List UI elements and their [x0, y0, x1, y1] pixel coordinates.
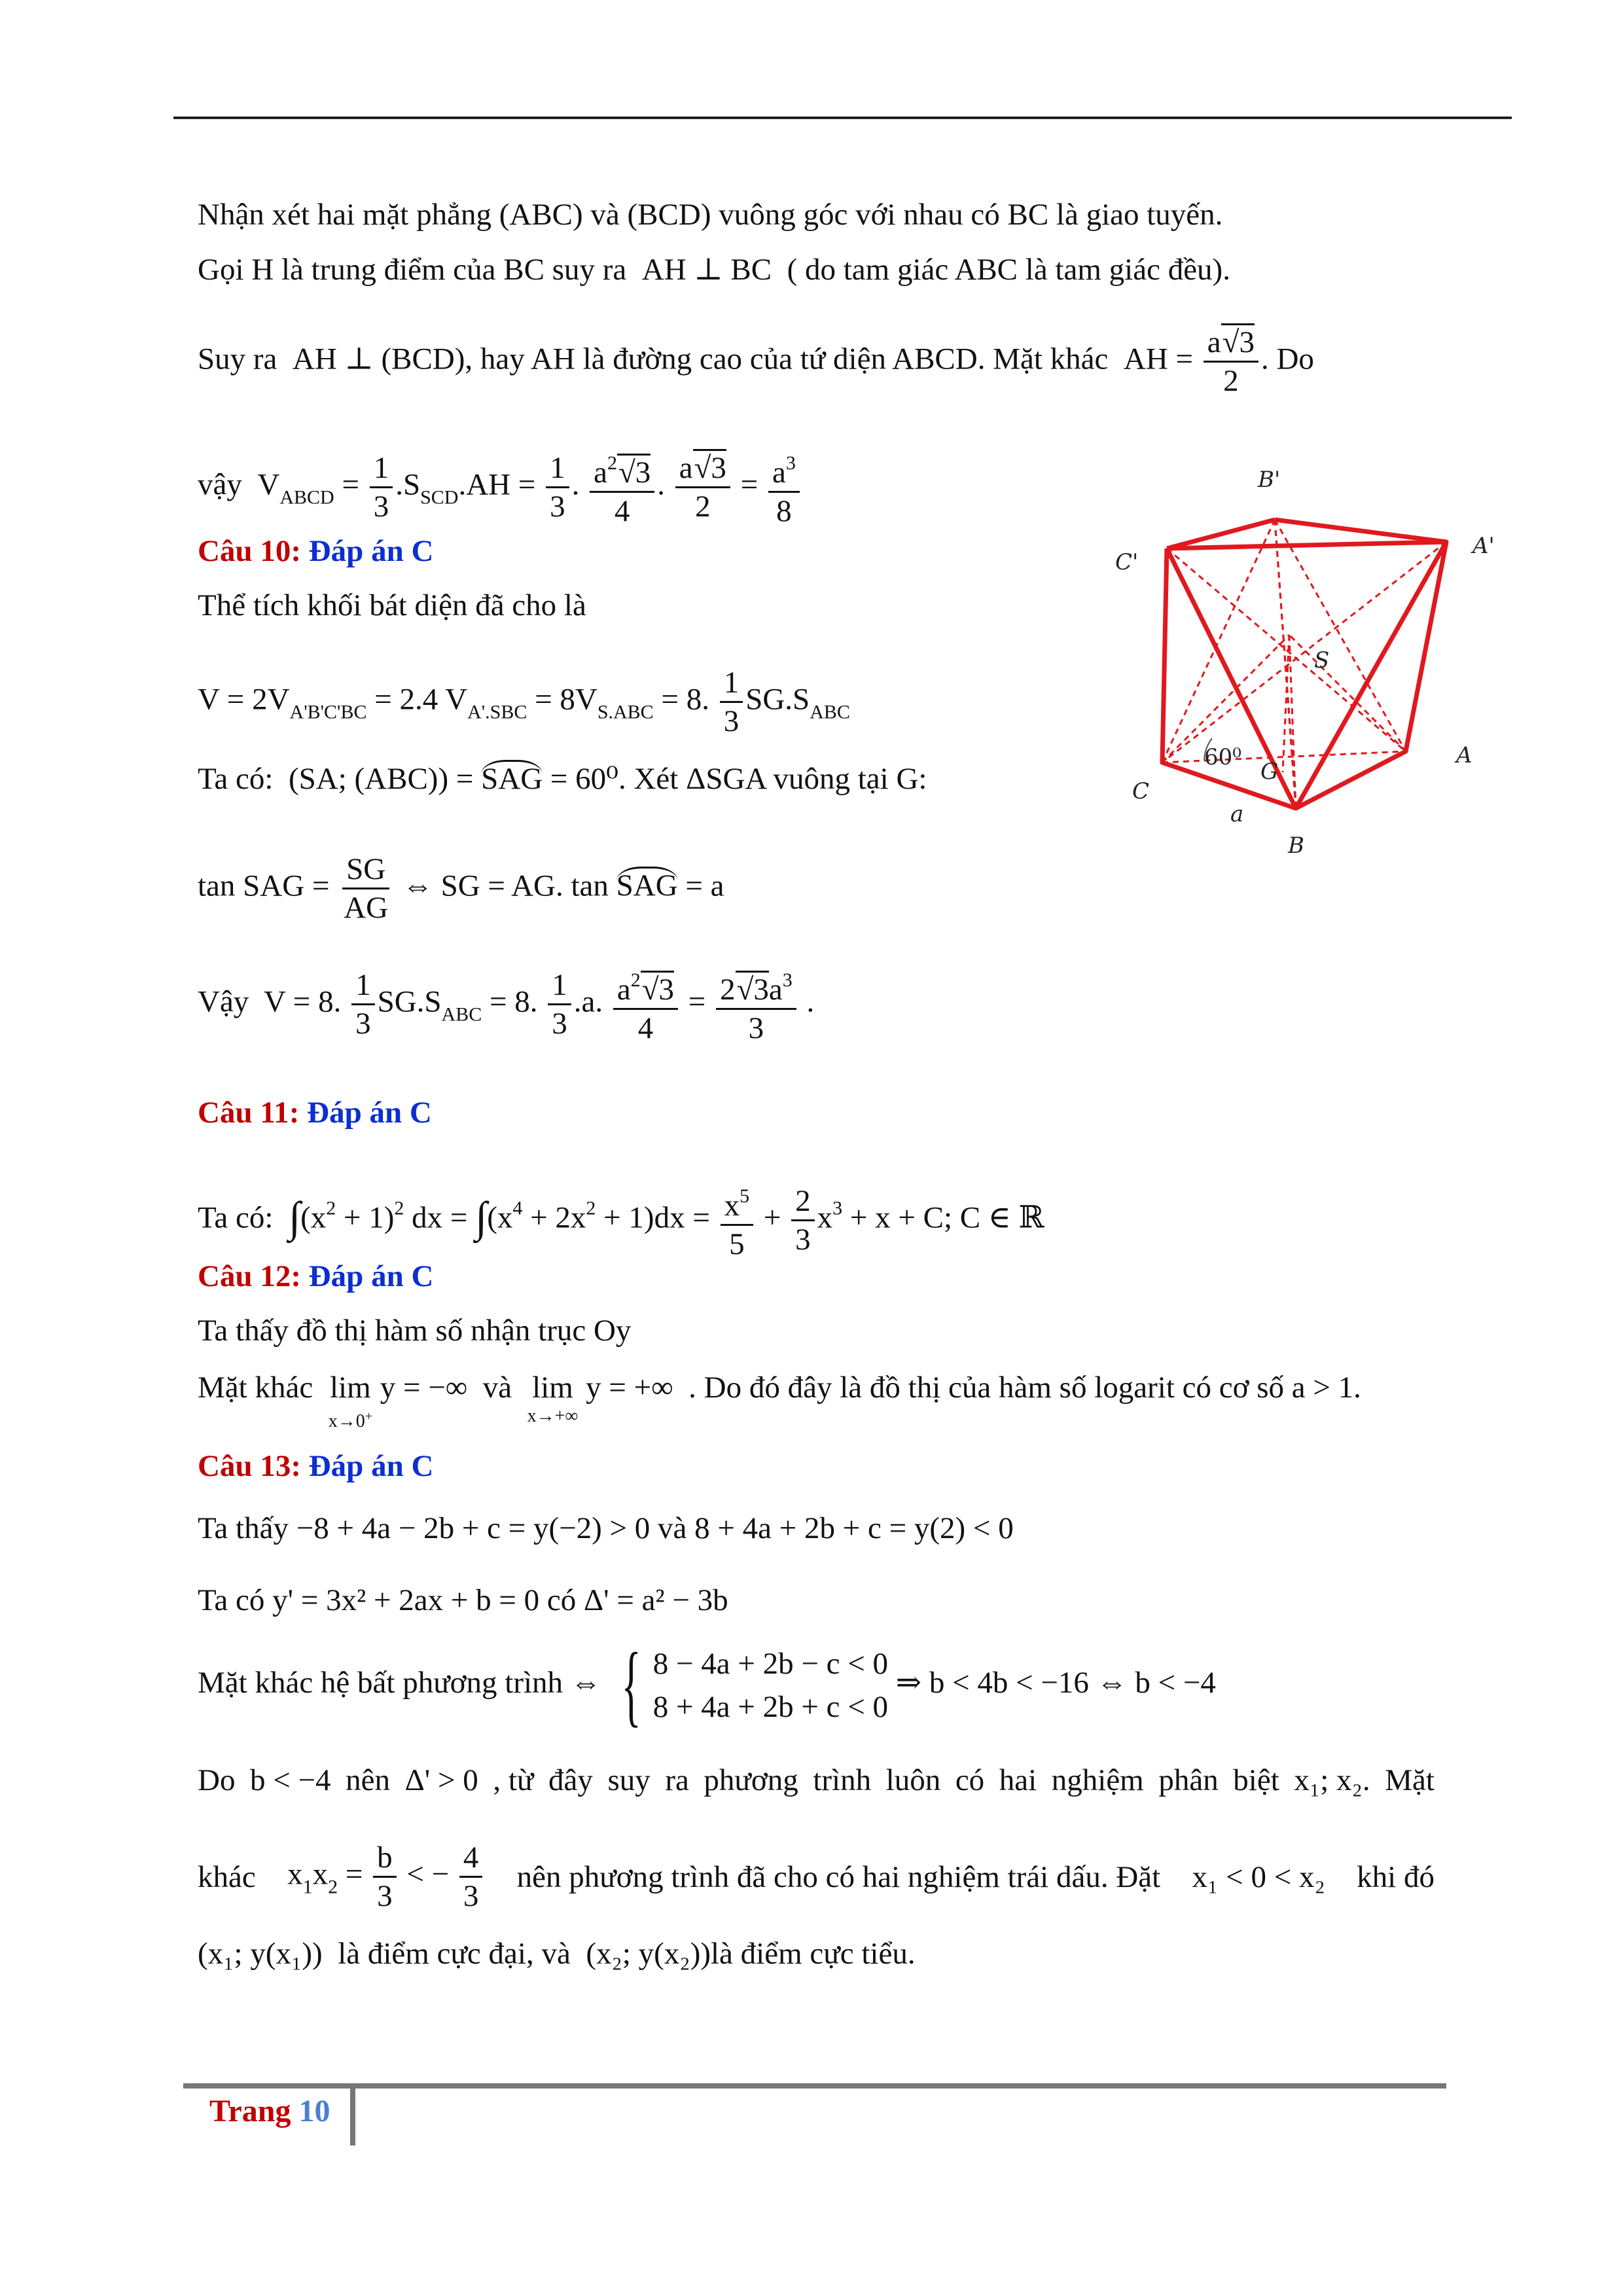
text-line: Gọi H là trung điểm của BC suy ra AH ⊥ BC ( do tam giác ABC là tam giác đều). — [198, 253, 1230, 287]
formula-line: Mặt khác hệ bất phương trình ⇔ { 8 − 4a + 2b − c < 0 8 + 4a + 2b + c < 0 ⇒ b < 4b < −16 ⇔ b < −4 — [198, 1634, 1216, 1736]
label-g: G — [1260, 759, 1279, 785]
word: biệt — [1233, 1763, 1279, 1797]
text-line: Thể tích khối bát diện đã cho là — [198, 588, 586, 622]
formula-line: khác $x_1x_2$ = $\frac{b}{3}$ < − $\frac{4}{3}$ nên phương trình đã cho có hai nghiệm trái dấu. Đặt x₁ < 0 < x₂ khi đó — [198, 1840, 1435, 1913]
word: trình — [813, 1763, 872, 1797]
word: nghiệm — [1051, 1763, 1144, 1797]
formula-line: Ta có y' = 3x² + 2ax + b = 0 có Δ' = a² − 3b — [198, 1583, 728, 1617]
label-b: B — [1288, 833, 1304, 859]
word: ra — [665, 1763, 689, 1797]
formula-line: Ta thấy −8 + 4a − 2b + c = y(−2) > 0 và 8 + 4a + 2b + c = y(2) < 0 — [198, 1511, 1014, 1545]
text-line: Suy ra AH ⊥ (BCD), hay AH là đường cao của tứ diện ABCD. Mặt khác AH = $\frac{a√3}{2}$ . Do — [198, 324, 1314, 399]
text-line: (x₁; y(x₁)) là điểm cực đại, và (x₂; y(x₂))là điểm cực tiểu. — [198, 1937, 916, 1971]
label-edge-a: a — [1230, 801, 1244, 827]
question-heading: Câu 13: Đáp án C — [198, 1449, 434, 1483]
text-line: Ta có: (SA; (ABC)) = SAG = 60⁰. Xét ΔSGA vuông tại G: — [198, 759, 927, 798]
word: suy — [607, 1763, 651, 1797]
label-b-prime: B' — [1258, 467, 1281, 493]
footer-divider — [350, 2088, 355, 2145]
fraction: $\frac{a√3}{2}$ — [1204, 324, 1258, 399]
text-line — [198, 1761, 1435, 1800]
word: nên — [346, 1763, 390, 1797]
word: phân — [1158, 1763, 1219, 1797]
word: phương — [704, 1763, 798, 1797]
page-number: Trang 10 — [209, 2094, 330, 2128]
question-heading: Câu 10: Đáp án C — [198, 534, 434, 568]
question-heading: Câu 11: Đáp án C — [198, 1096, 432, 1130]
text-line: Nhận xét hai mặt phẳng (ABC) và (BCD) vuông góc với nhau có BC là giao tuyến. — [198, 198, 1223, 232]
word: , từ — [493, 1763, 534, 1797]
text-line: Mặt khác lim x→0+ y = −∞ và lim x→+∞ y = +∞ . Do đó đây là đồ thị của hàm số logarit có cơ số a > 1. — [198, 1371, 1361, 1431]
word: x₁; x₂. — [1294, 1763, 1370, 1797]
label-c: C — [1132, 778, 1150, 804]
formula-line: tan SAG = $\frac{SG}{AG}$ ⇔ SG = AG. tan SAG = a — [198, 852, 724, 925]
word: b < −4 — [250, 1763, 331, 1797]
formula-line: Vậy V = 8. $\frac{1}{3}$ $SG.S_{ABC} = 8$. $\frac{1}{3}$ .a. $\frac{a^2√3}{4}$ = $\frac{2√3a^3}{3}$ . — [198, 962, 814, 1047]
word: có — [955, 1763, 985, 1797]
word: Mặt — [1385, 1763, 1435, 1797]
word: Do — [198, 1763, 236, 1797]
word: Δ' > 0 — [404, 1763, 478, 1797]
label-a-prime: A' — [1472, 533, 1495, 559]
octahedron-figure — [1106, 452, 1499, 877]
text-line: vậy $V_{ABCD}$ = $\frac{1}{3}$ $.S_{SCD}.AH$ = $\frac{1}{3}$ . $\frac{a^2√3}{4}$ . $\frac{a√3}{2}$ = $\frac{a^3}{8}$ — [198, 445, 802, 529]
question-heading: Câu 12: Đáp án C — [198, 1259, 434, 1293]
text-line: Ta thấy đồ thị hàm số nhận trục Oy — [198, 1314, 632, 1348]
formula-line: $V = 2V_{A'B'C'BC} = 2.4$ $V_{A'.SBC} = 8V_{S.ABC} = 8$. $\frac{1}{3}$ $SG.S_{ABC}$ — [198, 666, 850, 738]
formula-line: Ta có: $\int(x^2 + 1)^2$ dx = $\int(x^4 + 2x^2 + 1)dx$ = $\frac{x^5}{5}$ + $\frac{2}{3}$ $x^3 + x + C$; C ∈ ℝ — [198, 1178, 1044, 1263]
footer-rule — [183, 2083, 1446, 2089]
label-c-prime: C' — [1115, 549, 1139, 575]
header-rule — [173, 117, 1512, 119]
word: luôn — [885, 1763, 941, 1797]
word: đây — [548, 1763, 593, 1797]
label-s: S — [1314, 647, 1330, 673]
label-a: A — [1456, 742, 1472, 768]
label-angle: 60⁰ — [1204, 744, 1241, 770]
word: hai — [999, 1763, 1037, 1797]
